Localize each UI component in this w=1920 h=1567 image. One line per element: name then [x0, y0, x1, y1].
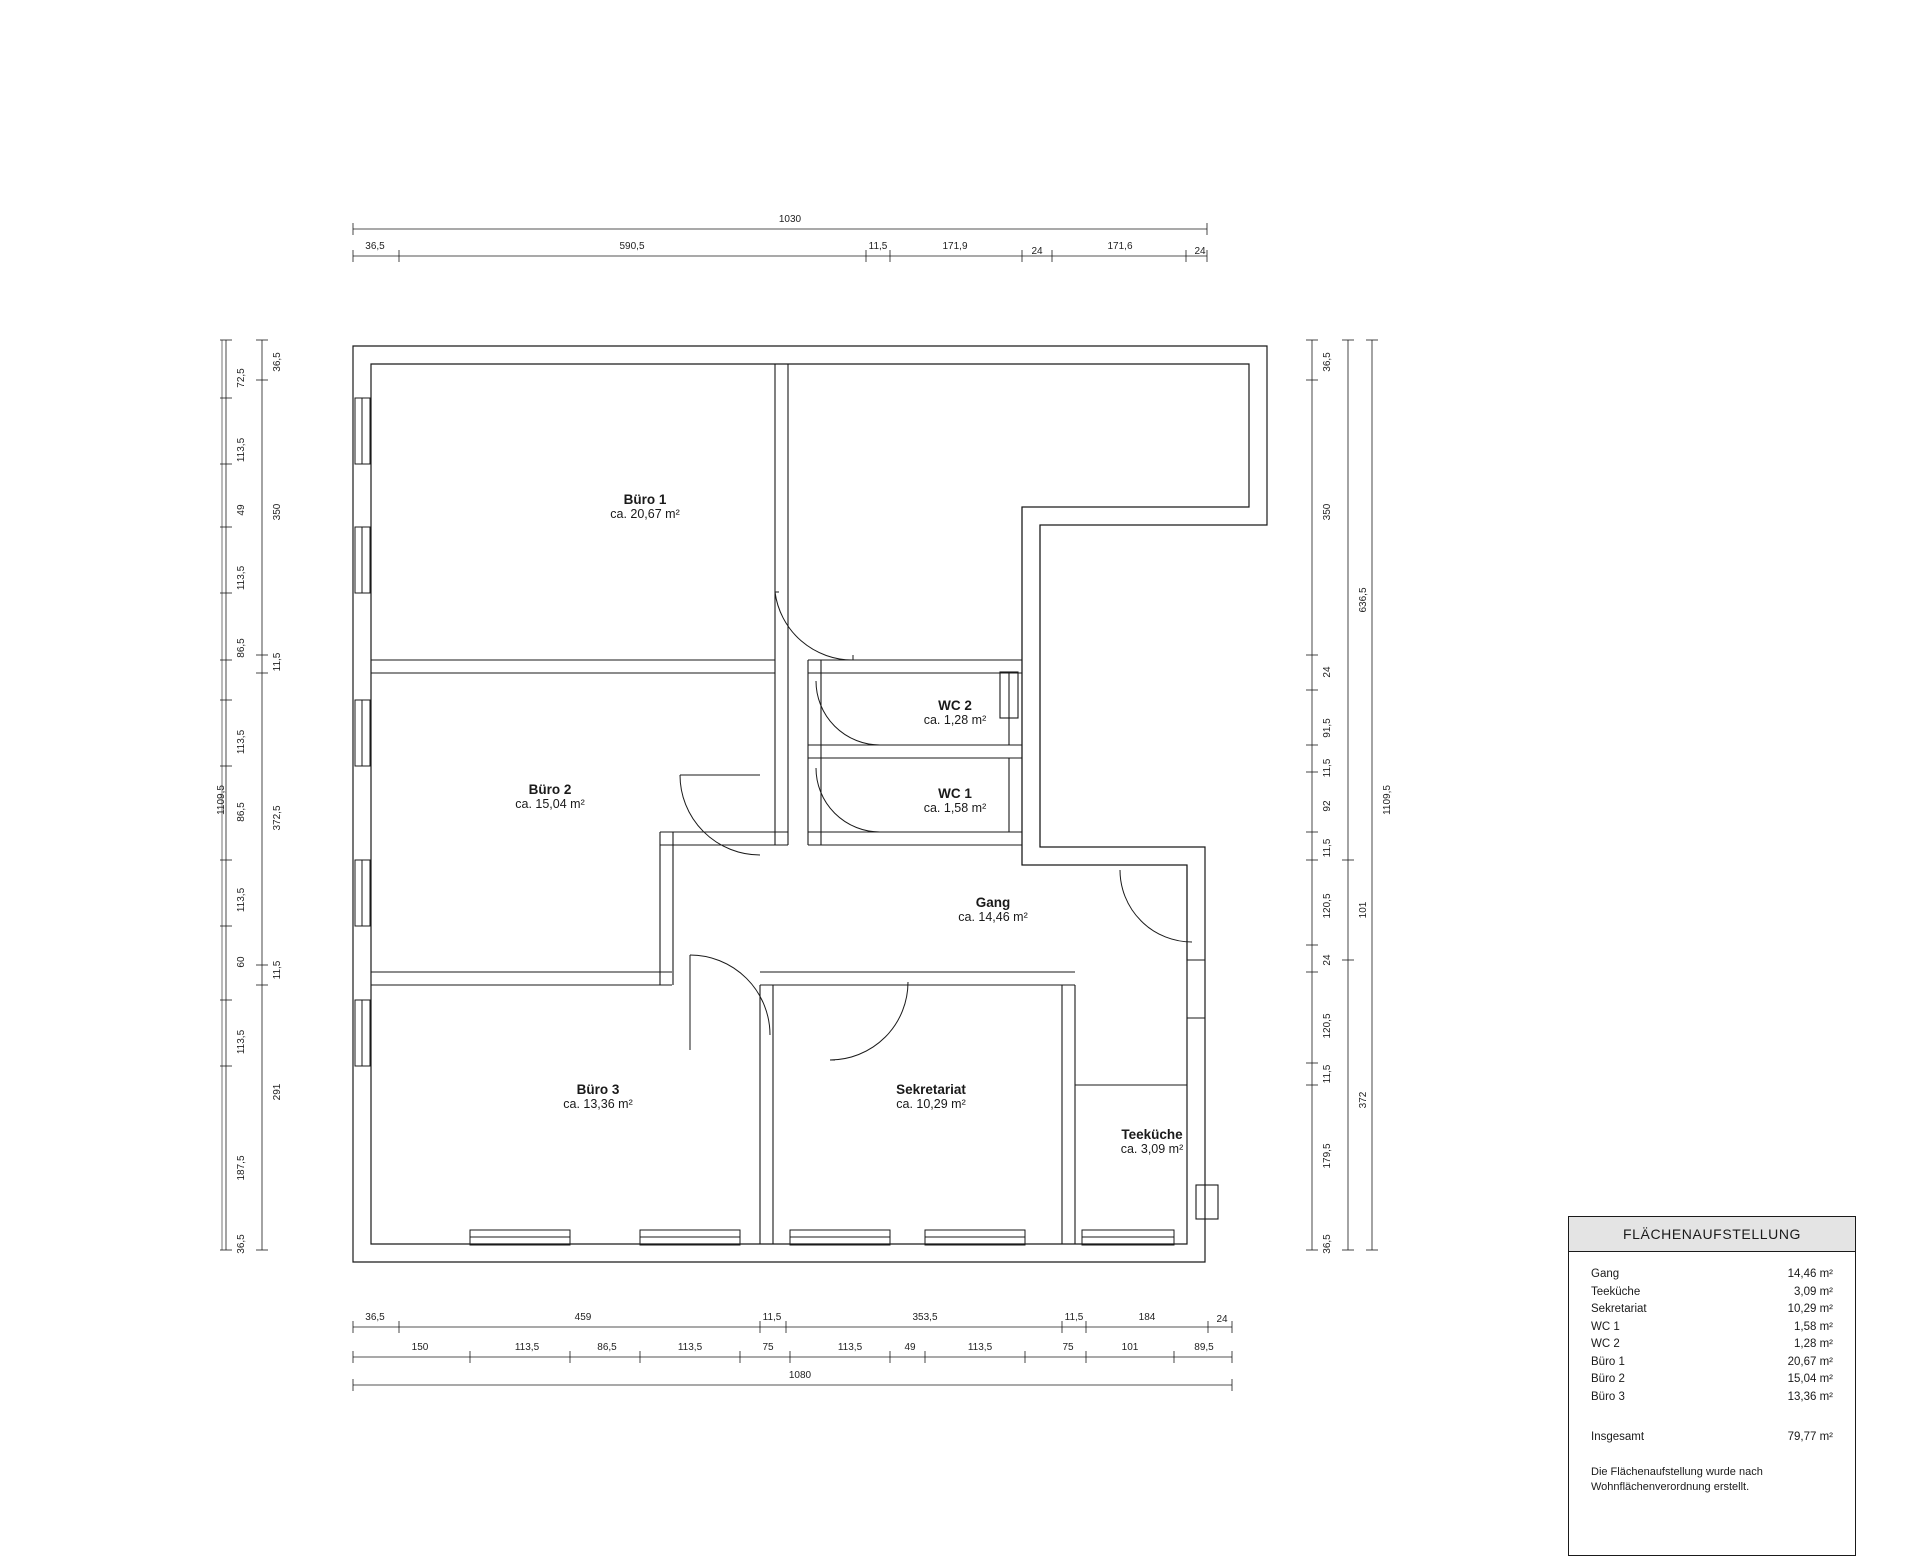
- area-value: 3,09 m²: [1794, 1285, 1833, 1298]
- dimension-left: 350: [272, 503, 283, 521]
- dimension-right: 120,5: [1322, 893, 1333, 919]
- dimension-bottom: 36,5: [365, 1312, 385, 1323]
- dimension-top: 171,6: [1107, 241, 1133, 252]
- area-label: Büro 1: [1591, 1355, 1625, 1368]
- area-value: 14,46 m²: [1787, 1268, 1833, 1280]
- dimension-right: 636,5: [1358, 587, 1369, 613]
- divider: [1591, 1416, 1833, 1417]
- room-name: Büro 3: [576, 1082, 620, 1097]
- room-area: ca. 1,58 m²: [923, 801, 987, 815]
- dimension-right: 92: [1322, 800, 1333, 812]
- dimension-left: 113,5: [236, 437, 247, 463]
- table-row: [1591, 1266, 1833, 1284]
- room-name: Sekretariat: [896, 1082, 966, 1097]
- room-name: Gang: [975, 895, 1011, 910]
- dimension-top: 24: [1031, 246, 1043, 257]
- dimension-bottom: 113,5: [514, 1342, 540, 1353]
- area-value: 15,04 m²: [1787, 1373, 1833, 1385]
- table-row: [1591, 1371, 1833, 1389]
- dimension-bottom: 113,5: [837, 1342, 863, 1353]
- dimension-top: 1030: [778, 214, 802, 225]
- dimension-left: 86,5: [236, 638, 247, 658]
- table-row: [1591, 1354, 1833, 1372]
- area-label: Teeküche: [1591, 1285, 1641, 1298]
- dimension-left: 11,5: [272, 960, 283, 980]
- dimension-bottom: 113,5: [967, 1342, 993, 1353]
- table-row: [1591, 1336, 1833, 1354]
- dimension-bottom: 11,5: [1064, 1312, 1084, 1323]
- dimension-right: 179,5: [1322, 1143, 1333, 1169]
- table-row: [1591, 1284, 1833, 1302]
- room-label-wc-2: [885, 698, 1025, 727]
- area-value: 1,58 m²: [1794, 1320, 1833, 1333]
- dimension-left: 72,5: [236, 368, 247, 388]
- area-label: Sekretariat: [1591, 1303, 1647, 1315]
- room-label-buero-2: [470, 782, 630, 811]
- dimension-bottom: 353,5: [912, 1312, 938, 1323]
- area-label: Büro 2: [1591, 1373, 1625, 1385]
- dimension-bottom: 75: [762, 1342, 774, 1353]
- room-area: ca. 3,09 m²: [1120, 1142, 1184, 1156]
- dimension-right: 24: [1322, 954, 1333, 966]
- dimension-right: 24: [1322, 666, 1333, 678]
- dimension-bottom: 11,5: [762, 1312, 782, 1323]
- dimension-left: 11,5: [272, 652, 283, 672]
- area-value: 13,36 m²: [1787, 1390, 1833, 1403]
- dimension-right-overall: 1109,5: [1382, 785, 1393, 815]
- dimension-right: 11,5: [1322, 1064, 1333, 1084]
- dimension-bottom: 184: [1138, 1312, 1156, 1323]
- dimension-left: 291: [272, 1083, 283, 1101]
- dimension-right: 91,5: [1322, 718, 1333, 738]
- dimension-bottom: 86,5: [597, 1342, 617, 1353]
- room-name: Büro 1: [623, 492, 667, 507]
- area-schedule-note: Die Flächenaufstellung wurde nach Wohnflächenverordnung erstellt.: [1591, 1465, 1763, 1493]
- area-schedule-title: FLÄCHENAUFSTELLUNG: [1569, 1217, 1855, 1252]
- dimension-right: 372: [1358, 1091, 1369, 1109]
- dimension-bottom: 75: [1062, 1342, 1074, 1353]
- dimension-bottom: 101: [1121, 1342, 1139, 1353]
- dimension-top: 36,5: [365, 241, 385, 252]
- dimension-left: 36,5: [236, 1234, 247, 1254]
- table-row: [1591, 1319, 1833, 1337]
- dimension-left: 372,5: [272, 805, 283, 831]
- dimension-left: 187,5: [236, 1155, 247, 1181]
- dimension-bottom: 459: [574, 1312, 592, 1323]
- room-label-buero-3: [518, 1082, 678, 1111]
- dimension-right: 11,5: [1322, 758, 1333, 778]
- dimension-top: 24: [1194, 246, 1206, 257]
- dimension-bottom: 89,5: [1194, 1342, 1214, 1353]
- room-area: ca. 15,04 m²: [515, 797, 585, 811]
- room-area: ca. 14,46 m²: [958, 910, 1028, 924]
- room-label-sekretariat: [846, 1082, 1016, 1111]
- room-area: ca. 10,29 m²: [896, 1097, 966, 1111]
- dimension-left: 36,5: [272, 352, 283, 372]
- dimension-left-overall: 1109,5: [216, 785, 227, 815]
- dimension-top: 171,9: [942, 241, 968, 252]
- table-row: [1591, 1301, 1833, 1319]
- area-label: WC 2: [1591, 1338, 1620, 1350]
- total-row: [1591, 1429, 1833, 1447]
- dimension-left: 49: [236, 504, 247, 516]
- room-label-teekueche: [1077, 1127, 1227, 1156]
- dimension-left: 113,5: [236, 729, 247, 755]
- room-label-gang: [913, 895, 1073, 924]
- table-row: [1591, 1389, 1833, 1407]
- area-value: 20,67 m²: [1787, 1355, 1833, 1368]
- dimension-top: 11,5: [868, 241, 888, 252]
- dimension-left: 113,5: [236, 887, 247, 913]
- dimension-bottom: 24: [1216, 1314, 1228, 1325]
- room-name: Büro 2: [528, 782, 572, 797]
- dimension-bottom: 49: [904, 1342, 916, 1353]
- room-area: ca. 13,36 m²: [563, 1097, 633, 1111]
- area-label: Gang: [1591, 1268, 1620, 1280]
- area-label: WC 1: [1591, 1320, 1620, 1333]
- area-label: Büro 3: [1591, 1390, 1625, 1403]
- dimension-bottom: 113,5: [677, 1342, 703, 1353]
- area-value: 1,28 m²: [1794, 1338, 1833, 1350]
- dimension-bottom: 1080: [788, 1370, 812, 1381]
- dimension-right: 36,5: [1322, 352, 1333, 372]
- room-name: Teeküche: [1121, 1127, 1183, 1142]
- dimension-left: 60: [236, 956, 247, 968]
- dimension-right: 120,5: [1322, 1013, 1333, 1039]
- dimension-top: 590,5: [619, 241, 645, 252]
- room-name: WC 1: [938, 786, 972, 801]
- room-label-wc-1: [885, 786, 1025, 815]
- total-value: 79,77 m²: [1787, 1431, 1833, 1443]
- area-schedule-panel: [1568, 1216, 1856, 1556]
- dimension-right: 350: [1322, 503, 1333, 521]
- room-name: WC 2: [938, 698, 972, 713]
- dimension-right: 36,5: [1322, 1234, 1333, 1254]
- room-area: ca. 1,28 m²: [923, 713, 987, 727]
- dimension-left: 113,5: [236, 565, 247, 591]
- dimension-right: 101: [1358, 901, 1369, 919]
- area-value: 10,29 m²: [1787, 1303, 1833, 1315]
- dimension-left: 86,5: [236, 802, 247, 822]
- dimension-left: 113,5: [236, 1029, 247, 1055]
- total-label: Insgesamt: [1591, 1431, 1645, 1443]
- dimension-bottom: 150: [411, 1342, 429, 1353]
- room-area: ca. 20,67 m²: [610, 507, 680, 521]
- room-label-buero-1: [565, 492, 725, 521]
- dimension-right: 11,5: [1322, 838, 1333, 858]
